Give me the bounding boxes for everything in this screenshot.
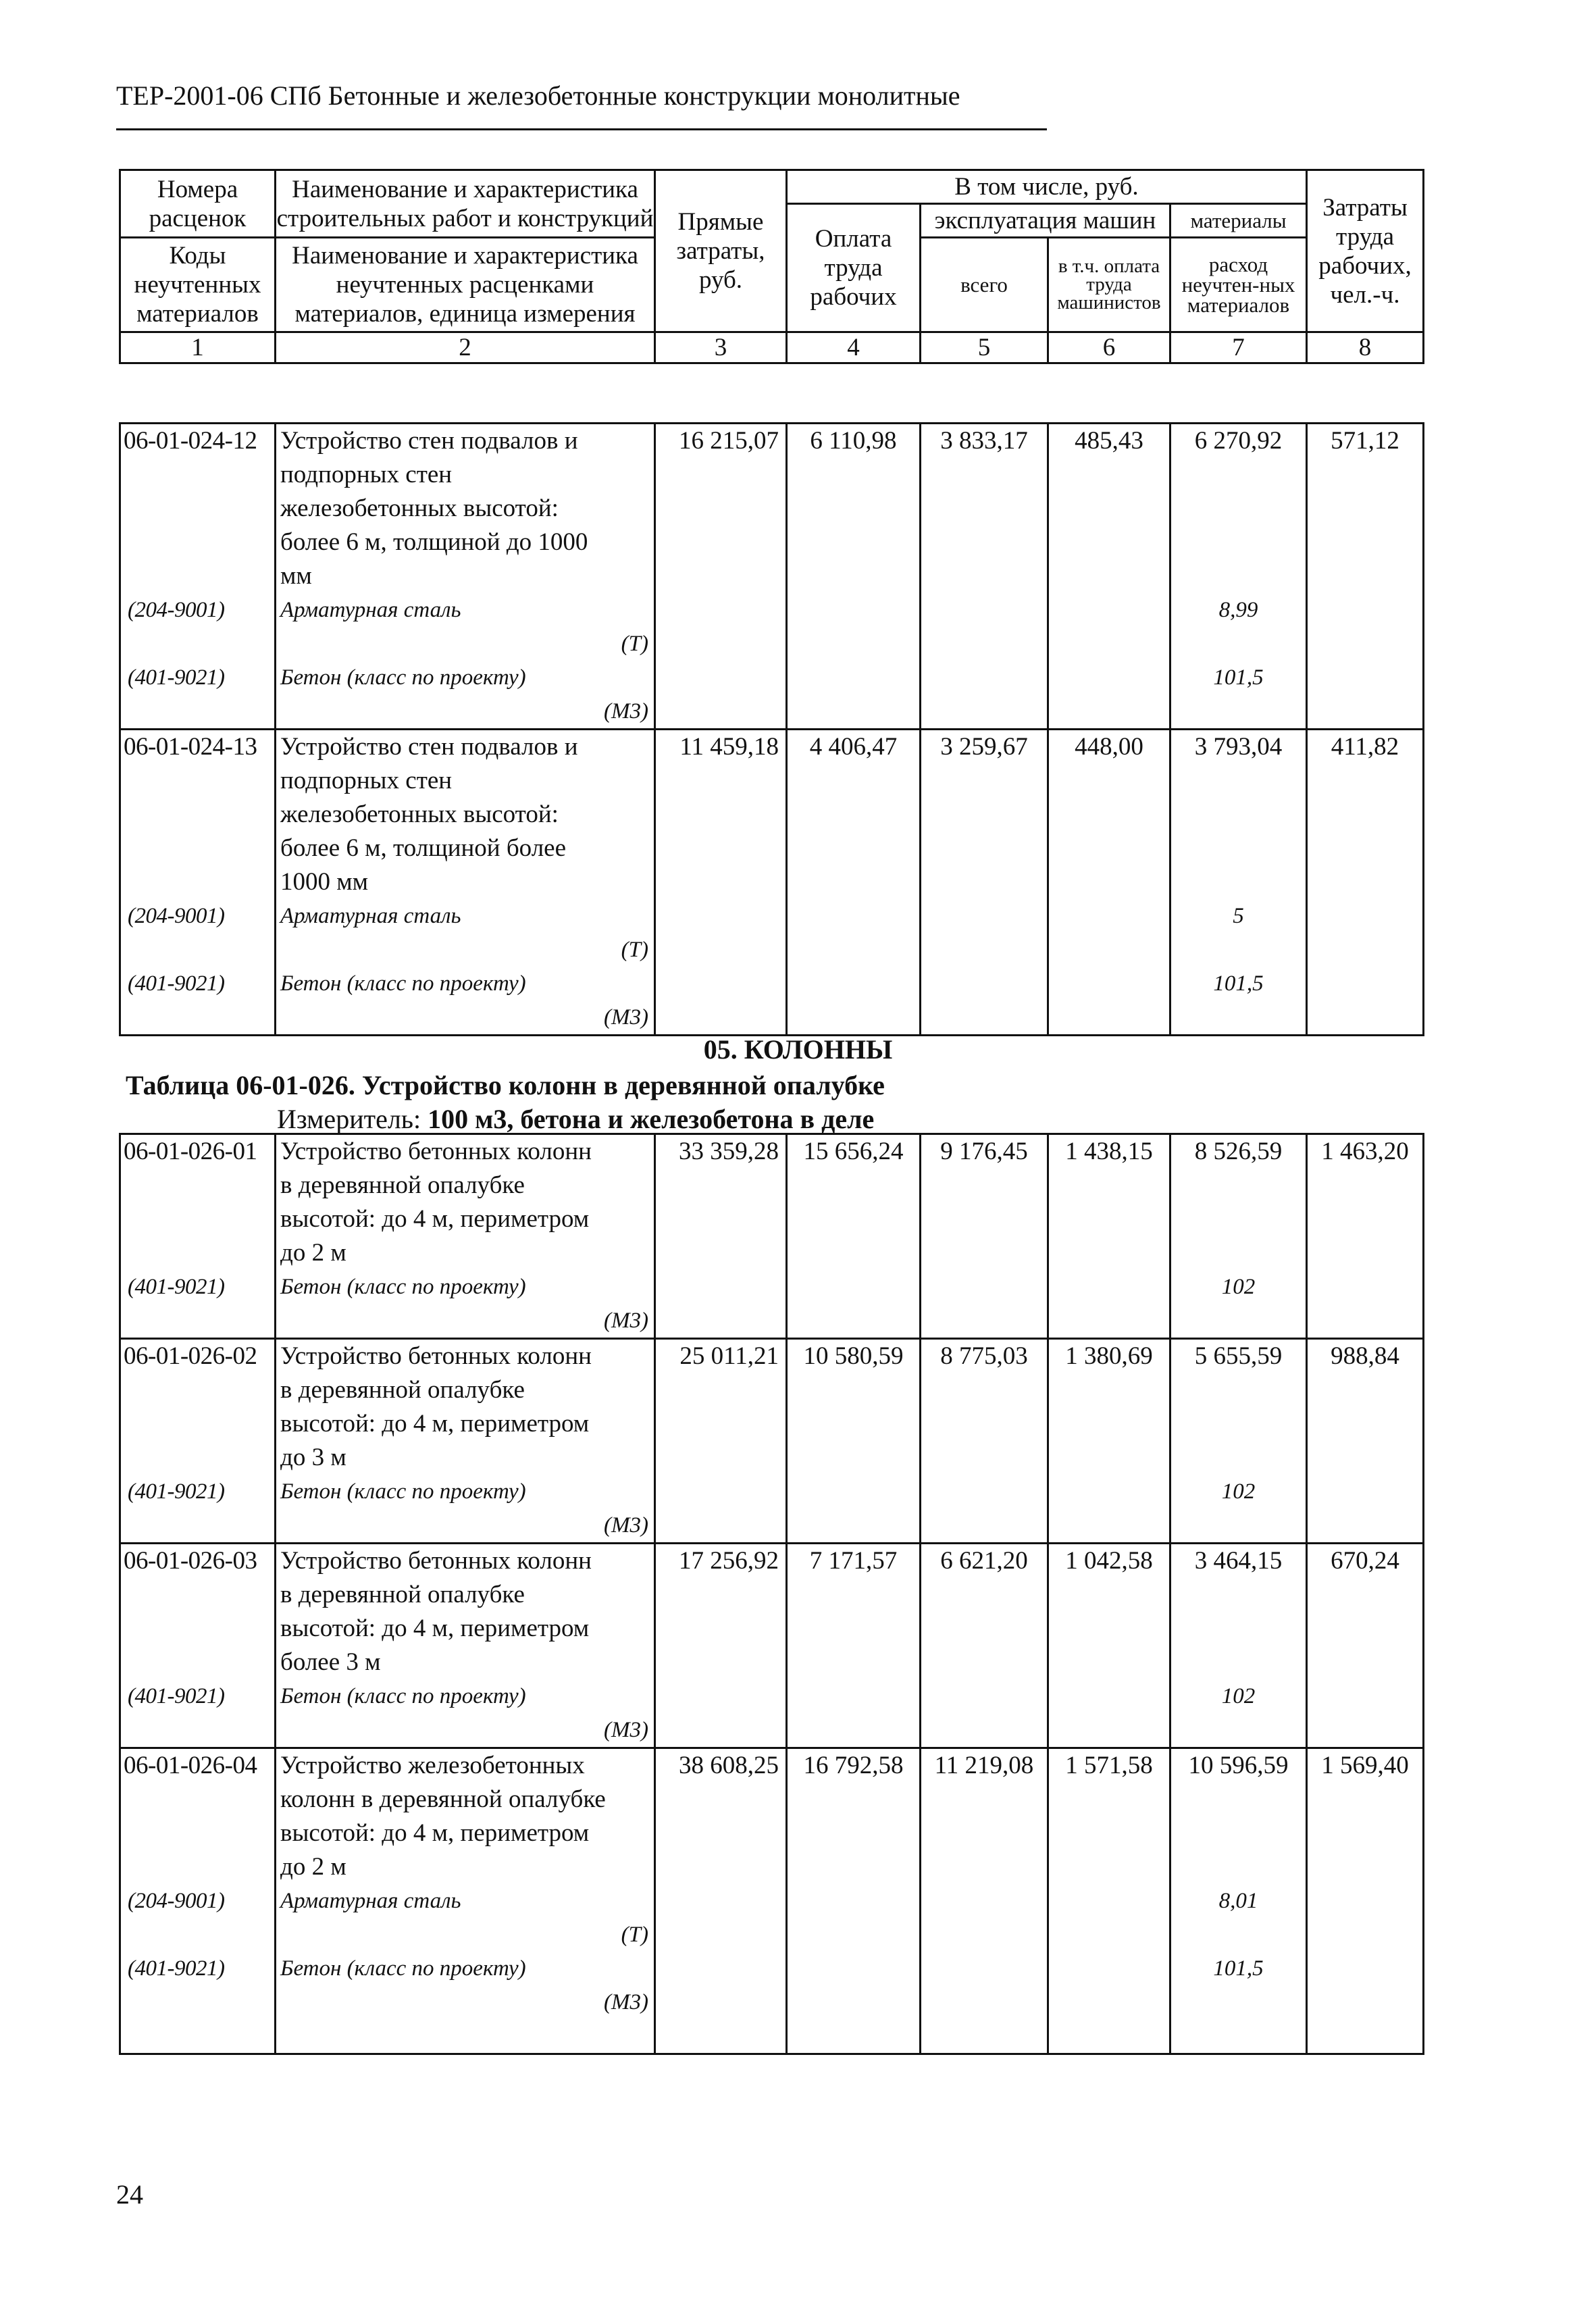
rates-table-walls	[119, 422, 1424, 1036]
work-name-line: высотой: до 4 м, периметром	[280, 1819, 590, 1847]
work-name-line: до 3 м	[280, 1444, 346, 1471]
labor-cost: 10 580,59	[787, 1339, 921, 1544]
rate-code: 06-01-026-04	[124, 1752, 257, 1779]
table-row	[120, 424, 1424, 730]
table-title: Таблица 06-01-026. Устройство колонн в деревянной опалубке	[126, 1070, 885, 1100]
material-unit: (М3)	[604, 1005, 648, 1030]
col-number-6: 6	[1048, 332, 1170, 363]
col-header-mach-total: всего	[921, 238, 1048, 332]
work-name-line: 1000 мм	[280, 868, 369, 896]
material-name: Бетон (класс по проекту)	[280, 971, 526, 996]
machine-labor-cost: 1 571,58	[1048, 1748, 1170, 2054]
work-name-line: высотой: до 4 м, периметром	[280, 1615, 590, 1642]
rate-code: 06-01-026-02	[124, 1342, 257, 1370]
col-header-group: В том числе, руб.	[787, 170, 1307, 204]
work-name-line: высотой: до 4 м, периметром	[280, 1410, 590, 1438]
col-header-direct: Прямые затраты, руб.	[655, 170, 787, 332]
work-name-line: подпорных стен	[280, 461, 453, 488]
col-header-name-b: Наименование и характеристика неучтенных расценками материалов, единица измерения	[276, 238, 655, 332]
work-name-line: более 3 м	[280, 1648, 381, 1676]
material-code: (401-9021)	[128, 1684, 225, 1708]
col-header-labor: Оплата труда рабочих	[787, 204, 921, 332]
rate-code: 06-01-026-01	[124, 1138, 257, 1165]
col-number-5: 5	[921, 332, 1048, 363]
machine-cost: 9 176,45	[921, 1134, 1048, 1339]
work-name-line: в деревянной опалубке	[280, 1581, 525, 1608]
machine-cost: 3 259,67	[921, 730, 1048, 1036]
direct-cost: 11 459,18	[655, 730, 787, 1036]
work-name-line: в деревянной опалубке	[280, 1171, 525, 1199]
machine-cost: 8 775,03	[921, 1339, 1048, 1544]
rates-table-columns	[119, 1133, 1424, 2055]
material-qty: 101,5	[1213, 665, 1264, 690]
material-name: Бетон (класс по проекту)	[280, 1684, 526, 1708]
labor-cost: 4 406,47	[787, 730, 921, 1036]
header-table	[119, 169, 1424, 364]
col-number-1: 1	[120, 332, 276, 363]
material-code: (401-9021)	[128, 1275, 225, 1299]
machine-labor-cost: 448,00	[1048, 730, 1170, 1036]
material-code: (401-9021)	[128, 665, 225, 690]
work-name-line: Устройство стен подвалов и	[280, 733, 578, 761]
material-unit: (М3)	[604, 1990, 648, 2014]
table-row	[120, 730, 1424, 1036]
work-name-line: в деревянной опалубке	[280, 1376, 525, 1404]
material-code: (204-9001)	[128, 598, 225, 622]
material-unit: (М3)	[604, 1718, 648, 1742]
materials-cost: 5 655,59	[1194, 1342, 1283, 1370]
machine-cost: 3 833,17	[921, 424, 1048, 730]
material-code: (401-9021)	[128, 1479, 225, 1504]
direct-cost: 38 608,25	[655, 1748, 787, 2054]
table-row	[120, 1748, 1424, 2054]
material-code: (401-9021)	[128, 1956, 225, 1981]
material-qty: 8,99	[1218, 598, 1258, 622]
direct-cost: 33 359,28	[655, 1134, 787, 1339]
material-unit: (М3)	[604, 699, 648, 723]
material-code: (401-9021)	[128, 971, 225, 996]
materials-cost: 3 464,15	[1194, 1547, 1283, 1575]
material-name: Бетон (класс по проекту)	[280, 1479, 526, 1504]
col-header-mach-labor: в т.ч. оплата труда машинистов	[1048, 238, 1170, 332]
col-header-hours: Затраты труда рабочих, чел.-ч.	[1307, 170, 1424, 332]
measure-value: 100 м3, бетона и железобетона в деле	[428, 1104, 875, 1134]
rate-code: 06-01-024-13	[124, 733, 257, 761]
labor-cost: 7 171,57	[787, 1544, 921, 1748]
material-name: Бетон (класс по проекту)	[280, 1275, 526, 1299]
col-number-2: 2	[276, 332, 655, 363]
material-code: (204-9001)	[128, 1889, 225, 1913]
col-number-3: 3	[655, 332, 787, 363]
material-name: Бетон (класс по проекту)	[280, 1956, 526, 1981]
work-name-line: Устройство бетонных колонн	[280, 1342, 592, 1370]
direct-cost: 25 011,21	[655, 1339, 787, 1544]
col-header-materials: материалы	[1170, 204, 1307, 238]
machine-cost: 11 219,08	[921, 1748, 1048, 2054]
labor-hours: 1 463,20	[1307, 1134, 1424, 1339]
work-name-line: более 6 м, толщиной более	[280, 834, 567, 862]
col-number-4: 4	[787, 332, 921, 363]
material-qty: 102	[1221, 1479, 1256, 1504]
work-name-line: подпорных стен	[280, 767, 453, 794]
col-header-codes-a: Номера расценок	[120, 170, 276, 238]
labor-hours: 670,24	[1307, 1544, 1424, 1748]
machine-labor-cost: 1 438,15	[1048, 1134, 1170, 1339]
material-name: Арматурная сталь	[280, 598, 461, 622]
work-name-line: более 6 м, толщиной до 1000	[280, 528, 588, 556]
material-qty: 101,5	[1213, 1956, 1264, 1981]
work-name-line: Устройство бетонных колонн	[280, 1547, 592, 1575]
col-header-name-a: Наименование и характеристика строительных работ и конструкций	[276, 170, 655, 238]
header-rule	[116, 128, 1047, 130]
labor-hours: 571,12	[1307, 424, 1424, 730]
col-header-machines: эксплуатация машин	[921, 204, 1170, 238]
labor-hours: 988,84	[1307, 1339, 1424, 1544]
col-header-codes-b: Коды неучтенных материалов	[120, 238, 276, 332]
work-name-line: железобетонных высотой:	[280, 494, 559, 522]
material-unit: (М3)	[604, 1513, 648, 1537]
machine-labor-cost: 1 380,69	[1048, 1339, 1170, 1544]
direct-cost: 16 215,07	[655, 424, 787, 730]
material-unit: (Т)	[621, 1923, 648, 1947]
table-row	[120, 1544, 1424, 1748]
material-name: Арматурная сталь	[280, 1889, 461, 1913]
labor-cost: 15 656,24	[787, 1134, 921, 1339]
material-unit: (М3)	[604, 1308, 648, 1333]
page-header: ТЕР-2001-06 СПб Бетонные и железобетонные конструкции монолитные	[116, 80, 960, 111]
material-qty: 5	[1233, 904, 1244, 928]
materials-cost: 6 270,92	[1194, 427, 1283, 455]
material-unit: (Т)	[621, 632, 648, 656]
work-name-line: Устройство железобетонных	[280, 1752, 585, 1779]
machine-labor-cost: 485,43	[1048, 424, 1170, 730]
labor-hours: 1 569,40	[1307, 1748, 1424, 2054]
materials-cost: 3 793,04	[1194, 733, 1283, 761]
work-name-line: высотой: до 4 м, периметром	[280, 1205, 590, 1233]
table-row	[120, 1134, 1424, 1339]
measure-line	[277, 1103, 874, 1135]
material-name: Бетон (класс по проекту)	[280, 665, 526, 690]
work-name-line: до 2 м	[280, 1853, 346, 1881]
materials-cost: 8 526,59	[1194, 1138, 1283, 1165]
direct-cost: 17 256,92	[655, 1544, 787, 1748]
table-row	[120, 1339, 1424, 1544]
material-unit: (Т)	[621, 938, 648, 962]
work-name-line: Устройство бетонных колонн	[280, 1138, 592, 1165]
labor-hours: 411,82	[1307, 730, 1424, 1036]
material-qty: 8,01	[1218, 1889, 1258, 1913]
page-number: 24	[116, 2179, 143, 2210]
rate-code: 06-01-024-12	[124, 427, 257, 455]
col-number-7: 7	[1170, 332, 1307, 363]
col-header-unaccounted: расход неучтен-ных материалов	[1170, 238, 1307, 332]
work-name-line: колонн в деревянной опалубке	[280, 1785, 606, 1813]
work-name-line: Устройство стен подвалов и	[280, 427, 578, 455]
labor-cost: 6 110,98	[787, 424, 921, 730]
machine-labor-cost: 1 042,58	[1048, 1544, 1170, 1748]
work-name-line: до 2 м	[280, 1239, 346, 1267]
machine-cost: 6 621,20	[921, 1544, 1048, 1748]
rate-code: 06-01-026-03	[124, 1547, 257, 1575]
material-code: (204-9001)	[128, 904, 225, 928]
work-name-line: мм	[280, 562, 312, 590]
measure-label: Измеритель:	[277, 1104, 421, 1134]
work-name-line: железобетонных высотой:	[280, 800, 559, 828]
material-name: Арматурная сталь	[280, 904, 461, 928]
material-qty: 101,5	[1213, 971, 1264, 996]
material-qty: 102	[1221, 1275, 1256, 1299]
col-number-8: 8	[1307, 332, 1424, 363]
material-qty: 102	[1221, 1684, 1256, 1708]
labor-cost: 16 792,58	[787, 1748, 921, 2054]
section-heading: 05. КОЛОННЫ	[703, 1034, 893, 1065]
materials-cost: 10 596,59	[1188, 1752, 1289, 1779]
